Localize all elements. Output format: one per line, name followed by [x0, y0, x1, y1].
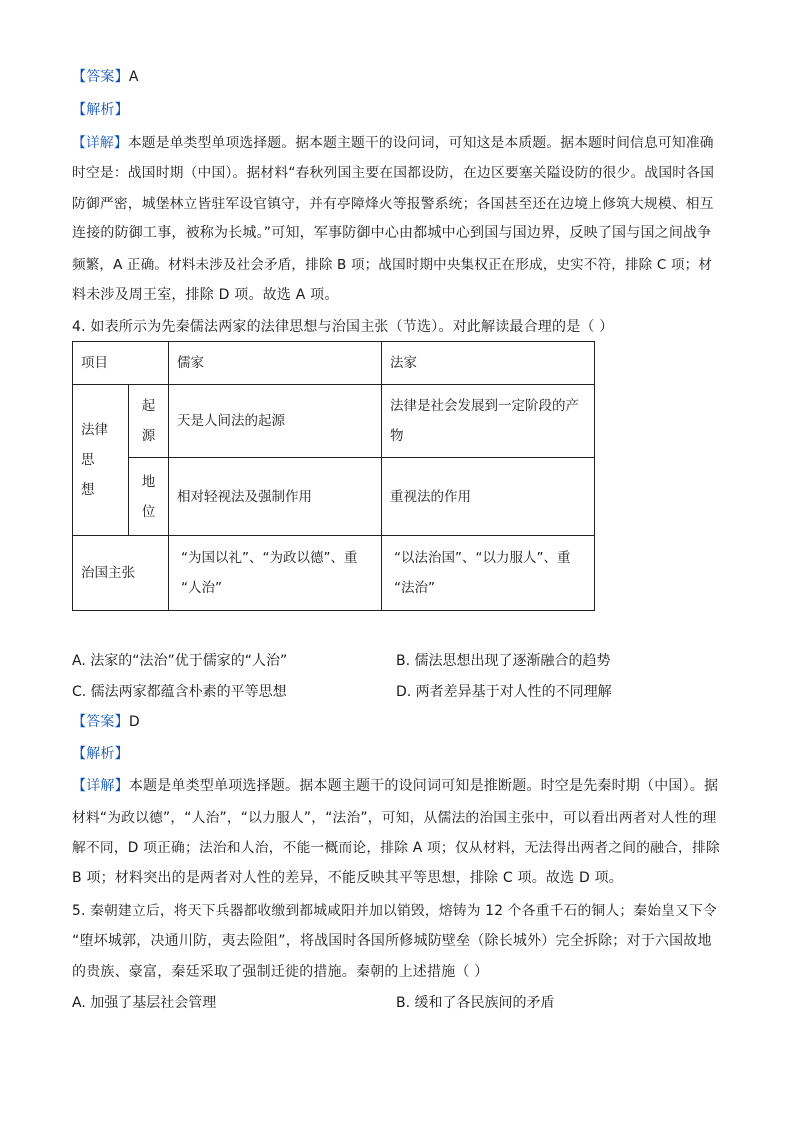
q5-stem-line-2: “堕坏城郭，决通川防，夷去险阻”，将战国时各国所修城防壁垒（除长城外）完全拆除；对于六国故地: [72, 933, 712, 949]
answer-value: A: [128, 69, 139, 85]
q4-option-b: B. 儒法思想出现了逐渐融合的趋势: [396, 653, 611, 669]
row-label-governance: 治国主张: [73, 536, 169, 611]
detail-label: 【详解】: [72, 778, 129, 794]
q4-detail-line-4: B 项；材料突出的是两者对人性的差异，不能反映其平等思想，排除 C 项。故选 D 项。: [72, 870, 624, 886]
header-item: 项目: [73, 342, 169, 385]
header-ru: 儒家: [169, 342, 382, 385]
answer-value: D: [128, 714, 140, 730]
q4-option-c: C. 儒法两家都蕴含朴素的平等思想: [72, 684, 287, 700]
table-row-status: [73, 458, 595, 536]
q5-option-b: B. 缓和了各民族间的矛盾: [396, 995, 555, 1011]
q3-detail-line-1: 【详解】本题是单类型单项选择题。据本题主题干的设问词，可知这是本质题。据本题时间信息可知准确: [72, 135, 714, 151]
q3-detail-line-4: 连接的防御工事，被称为长城。”可知，军事防御中心由都城中心到国与国边界，反映了国与国之间战争: [72, 225, 712, 241]
row-label-status: 地 位: [129, 458, 169, 536]
q3-detail-line-2: 时空是：战国时期（中国）。据材料“春秋列国主要在国都设防，在边区要塞关隘设防的很少。战国时各国: [72, 165, 715, 181]
header-fa: 法家: [382, 342, 595, 385]
detail-label: 【详解】: [72, 135, 128, 151]
q5-option-a: A. 加强了基层社会管理: [72, 995, 217, 1011]
q3-analysis-label: 【解析】: [72, 102, 129, 118]
row-label-origin: 起 源: [129, 385, 169, 458]
q4-analysis-label: 【解析】: [72, 746, 129, 762]
q4-answer: [72, 711, 140, 731]
cell-origin-fa: 法律是社会发展到一定阶段的产 物: [382, 385, 595, 458]
q4-detail-line-2: 材料“为政以德”，“人治”，“以力服人”，“法治”，可知，从儒法的治国主张中，可以看出两者对人性的理: [72, 810, 717, 826]
answer-label: 【答案】: [72, 69, 129, 85]
cell-gov-ru: “为国以礼”、“为政以德”、重 “人治”: [169, 536, 382, 611]
q4-detail-line-3: 解不同，D 项正确；法治和人治，不能一概而论，排除 A 项；仅从材料，无法得出两者之间的融合，排除: [72, 840, 720, 856]
cell-gov-fa: “以法治国”、“以力服人”、重 “法治”: [382, 536, 595, 611]
q4-detail-line-1: 【详解】本题是单类型单项选择题。据本题主题干的设问词可知是推断题。时空是先秦时期（中国）。据: [72, 778, 719, 794]
q4-comparison-table: [72, 341, 595, 611]
q5-stem-line-1: 5. 秦朝建立后，将天下兵器都收缴到都城咸阳并加以销毁，熔铸为 12 个各重千石的铜人；秦始皇又下令: [72, 903, 717, 919]
q4-stem: 4. 如表所示为先秦儒法两家的法律思想与治国主张（节选）。对此解读最合理的是（ ）: [72, 319, 614, 335]
q5-stem-line-3: 的贵族、豪富，秦廷采取了强制迁徙的措施。秦朝的上述措施（ ）: [72, 964, 489, 980]
q3-detail-line-3: 防御严密，城堡林立皆驻军设官镇守，并有亭障烽火等报警系统；各国甚至还在边境上修筑大规模、相互: [72, 196, 714, 212]
table-row-origin: [73, 385, 595, 458]
group-legal-thought: 法律思 想: [73, 385, 129, 536]
answer-label: 【答案】: [72, 714, 129, 730]
cell-origin-ru: 天是人间法的起源: [169, 385, 382, 458]
q4-option-a: A. 法家的“法治”优于儒家的“人治”: [72, 653, 288, 669]
q3-detail-line-6: 料未涉及周王室，排除 D 项。故选 A 项。: [72, 287, 339, 303]
cell-status-fa: 重视法的作用: [382, 458, 595, 536]
q4-option-d: D. 两者差异基于对人性的不同理解: [396, 684, 612, 700]
table-header-row: [73, 342, 595, 385]
q3-answer: [72, 66, 139, 86]
cell-status-ru: 相对轻视法及强制作用: [169, 458, 382, 536]
table-row-governance: [73, 536, 595, 611]
q3-detail-line-5: 频繁，A 正确。材料未涉及社会矛盾，排除 B 项；战国时期中央集权正在形成，史实不符，排除 C 项；材: [72, 257, 713, 273]
